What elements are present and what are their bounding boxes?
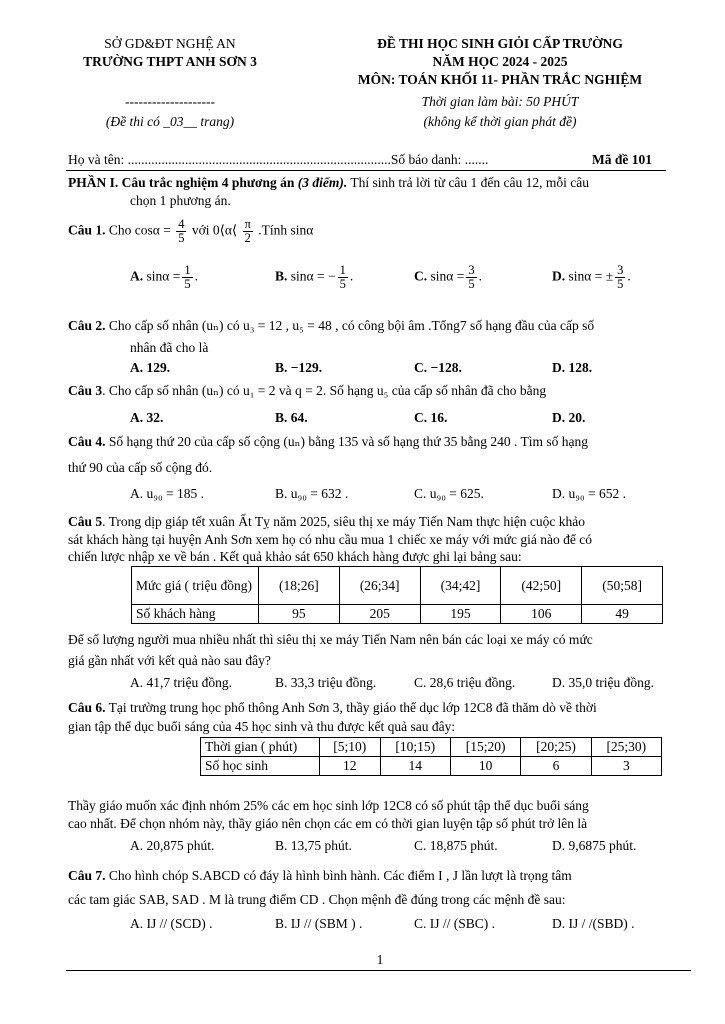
part1-title: PHẦN I. Câu trắc nghiệm 4 phương án — [68, 175, 298, 190]
q1-b-num: 1 — [339, 263, 346, 277]
q1-c-text: sinα = — [430, 268, 465, 284]
table-cell: 106 — [501, 605, 582, 624]
q6-option-d[interactable]: D. 9,6875 phút. — [552, 838, 637, 853]
q1-text-a: Cho cosα = — [108, 222, 171, 238]
q5-text-5: giá gần nhất với kết quả nào sau đây? — [68, 653, 271, 668]
q1-d-text: sinα = ± — [568, 268, 614, 284]
q7-text-2: các tam giác SAB, SAD . M là trung điểm CD . Chọn mệnh đề đúng trong các mệnh đề sau: — [68, 892, 566, 907]
question-4 — [68, 434, 588, 450]
q5-option-b[interactable]: B. 33,3 triệu đồng. — [275, 675, 377, 690]
q1-option-d[interactable]: D. sinα = ± $\frac{3}{5}$ . — [552, 263, 631, 291]
q1-c-den: 5 — [468, 277, 475, 291]
q1-b-text: sinα = − — [290, 268, 336, 284]
q7-option-b[interactable]: B. IJ // (SBM ) . — [275, 916, 363, 931]
table-cell: (18;26] — [259, 567, 340, 605]
q5-option-a[interactable]: A. 41,7 triệu đồng. — [130, 675, 232, 690]
exam-code: Mã đề 101 — [592, 152, 652, 167]
page-count: (Đề thi có _03__ trang) — [105, 114, 235, 129]
school-year: NĂM HỌC 2024 - 2025 — [432, 54, 568, 69]
q3-option-a[interactable]: A. 32. — [130, 410, 164, 425]
table-cell: 10 — [450, 757, 520, 776]
table-cell: [25;30) — [591, 738, 661, 757]
q6-text-3: Thầy giáo muốn xác định nhóm 25% các em học sinh lớp 12C8 có số phút tập thể dục buổi sáng — [68, 798, 589, 813]
question-3 — [68, 383, 546, 399]
q3-option-b[interactable]: B. 64. — [275, 410, 308, 425]
q6-option-a[interactable]: A. 20,875 phút. — [130, 838, 215, 853]
question-2 — [68, 318, 594, 334]
q7-option-d[interactable]: D. IJ / /(SBD) . — [552, 916, 635, 931]
q1-b-letter: B. — [275, 268, 291, 284]
table-cell: [20;25) — [521, 738, 591, 757]
q4-label: Câu 4. — [68, 434, 106, 449]
table-cell: (34;42] — [420, 567, 501, 605]
question-5 — [68, 514, 585, 530]
q1-d-letter: D. — [552, 268, 569, 284]
q1-a-letter: A. — [130, 268, 147, 284]
q1-option-b[interactable]: B. sinα = − $\frac{1}{5}$ . — [275, 263, 354, 291]
q2-option-b[interactable]: B. −129. — [275, 360, 323, 375]
footer-divider — [66, 970, 691, 971]
q1-b-frac — [338, 264, 348, 291]
q1-b-den: 5 — [339, 277, 346, 291]
part1-desc-2: chọn 1 phương án. — [130, 193, 231, 208]
q6-option-b[interactable]: B. 13,75 phút. — [275, 838, 352, 853]
q3-text: . Cho cấp số nhân (uₙ) có u₁ = 2 và q = 2. Số hạng u₅ của cấp số nhân đã cho bằng — [102, 383, 547, 398]
subject-title: MÔN: TOÁN KHỐI 11- PHẦN TRẮC NGHIỆM — [357, 72, 643, 87]
q2-label: Câu 2. — [68, 318, 106, 333]
q1-pi-fraction — [243, 218, 253, 245]
exam-time: Thời gian làm bài: 50 PHÚT — [421, 94, 579, 109]
q7-text-1: Cho hình chóp S.ABCD có đáy là hình bình hành. Các điểm I , J lần lượt là trọng tâm — [108, 868, 572, 883]
q1-frac-num: 4 — [178, 217, 185, 231]
q4-text-2: thứ 90 của cấp số cộng đó. — [68, 460, 213, 475]
price-survey-table — [131, 566, 663, 624]
name-dots: .............................................................................. — [127, 152, 391, 167]
q1-option-c[interactable]: C. sinα = $\frac{3}{5}$ . — [414, 263, 482, 291]
q6-label: Câu 6. — [68, 700, 106, 715]
table-cell: (26;34] — [339, 567, 420, 605]
q1-d-num: 3 — [617, 263, 624, 277]
exercise-time-table — [200, 737, 662, 776]
q5-text-1: . Trong dịp giáp tết xuân Ất Tỵ năm 2025, siêu thị xe máy Tiến Nam thực hiện cuộc khảo — [102, 514, 586, 529]
table-row — [201, 738, 662, 757]
q1-frac-den: 5 — [178, 231, 185, 245]
table-cell: 95 — [259, 605, 340, 624]
table-header-count: Số khách hàng — [132, 605, 259, 624]
q2-option-a[interactable]: A. 129. — [130, 360, 171, 375]
table-header-price: Mức giá ( triệu đồng) — [132, 567, 259, 605]
time-note: (không kể thời gian phát đề) — [423, 114, 577, 129]
q1-pi-den: 2 — [244, 231, 251, 245]
q4-option-a[interactable]: A. u₉₀ = 185 . — [130, 486, 205, 501]
q4-option-c[interactable]: C. u₉₀ = 625. — [414, 486, 484, 501]
q6-text-2: gian tập thể dục buổi sáng của 45 học sinh và thu được kết quả sau đây: — [68, 719, 456, 734]
q4-option-d[interactable]: D. u₉₀ = 652 . — [552, 486, 627, 501]
q1-d-frac — [615, 264, 625, 291]
table-cell: 14 — [380, 757, 450, 776]
q1-text-c: .Tính sinα — [258, 222, 314, 238]
q5-text-2: sát khách hàng tại huyện Anh Sơn xem họ có nhu cầu mua 1 chiếc xe máy với mức giá nào để có — [68, 532, 592, 547]
table-cell: [5;10) — [320, 738, 381, 757]
table-cell: 12 — [320, 757, 381, 776]
q5-option-d[interactable]: D. 35,0 triệu đồng. — [552, 675, 654, 690]
page-number: 1 — [376, 952, 384, 967]
q1-pi-num: π — [244, 217, 251, 231]
q6-option-c[interactable]: C. 18,875 phút. — [414, 838, 498, 853]
q7-option-c[interactable]: C. IJ // (SBC) . — [414, 916, 496, 931]
q2-text: Cho cấp số nhân (uₙ) có u₃ = 12 , u₅ = 48 , có công bội âm .Tổng7 số hạng đầu của cấp số — [108, 318, 595, 333]
q1-c-num: 3 — [468, 263, 475, 277]
table-row — [132, 567, 663, 605]
q1-d-den: 5 — [617, 277, 624, 291]
q1-a-frac — [182, 264, 192, 291]
exam-title: ĐỀ THI HỌC SINH GIỎI CẤP TRƯỜNG — [377, 36, 623, 51]
q6-text-1: Tại trường trung học phổ thông Anh Sơn 3, thầy giáo thể dục lớp 12C8 đã thăm dò về thời — [105, 700, 597, 715]
q1-c-frac — [466, 264, 476, 291]
table-cell: 205 — [339, 605, 420, 624]
part1-desc: Thí sinh trả lời từ câu 1 đến câu 12, mỗi câu — [347, 175, 590, 190]
candidate-divider — [66, 170, 666, 171]
q1-label: Câu 1. — [68, 222, 106, 238]
table-header-time: Thời gian ( phút) — [201, 738, 320, 757]
q2-option-c[interactable]: C. −128. — [414, 360, 462, 375]
q4-option-b[interactable]: B. u₉₀ = 632 . — [275, 486, 349, 501]
q3-label: Câu 3 — [68, 383, 103, 398]
sbd-label: Số báo danh: ....... — [390, 152, 489, 167]
table-row — [132, 605, 663, 624]
q4-text: Số hạng thứ 20 của cấp số cộng (uₙ) bằng 135 và số hạng thứ 35 bằng 240 . Tìm số hạng — [108, 434, 589, 449]
q2-option-d[interactable]: D. 128. — [552, 360, 593, 375]
q1-text-b: với 0⟨α⟨ — [191, 222, 238, 238]
q5-text-3: chiến lược nhập xe về bán . Kết quả khảo sát 650 khách hàng được ghi lại bảng sau: — [68, 549, 522, 564]
table-cell: 3 — [591, 757, 661, 776]
table-cell: 49 — [582, 605, 663, 624]
table-cell: (50;58] — [582, 567, 663, 605]
q3-option-d[interactable]: D. 20. — [552, 410, 586, 425]
candidate-line — [68, 152, 668, 168]
table-cell: [15;20) — [450, 738, 520, 757]
q2-text-2: nhân đã cho là — [130, 340, 209, 355]
table-row — [201, 757, 662, 776]
q6-text-4: cao nhất. Để chọn nhóm này, thầy giáo nên chọn các em có thời gian luyện tập số phút trở lên là — [68, 816, 588, 831]
name-label: Họ và tên: — [68, 152, 128, 167]
q5-text-4: Để số lượng người mua nhiều nhất thì siêu thị xe máy Tiến Nam nên bán các loại xe máy có mức — [68, 632, 593, 647]
question-1 — [68, 218, 313, 245]
table-cell: 6 — [521, 757, 591, 776]
q1-c-letter: C. — [414, 268, 431, 284]
part1-heading — [68, 175, 668, 191]
q7-label: Câu 7. — [68, 868, 106, 883]
question-6 — [68, 700, 597, 716]
q3-option-c[interactable]: C. 16. — [414, 410, 448, 425]
q1-option-a[interactable]: A. sinα = $\frac{1}{5}$ . — [130, 263, 198, 291]
q7-option-a[interactable]: A. IJ // (SCD) . — [130, 916, 213, 931]
table-cell: 195 — [420, 605, 501, 624]
school-name: TRƯỜNG THPT ANH SƠN 3 — [83, 54, 257, 69]
q1-a-text: sinα = — [146, 268, 181, 284]
q1-a-den: 5 — [184, 277, 191, 291]
table-cell: [10;15) — [380, 738, 450, 757]
department-name: SỞ GD&ĐT NGHỆ AN — [104, 36, 236, 51]
q1-fraction — [176, 218, 186, 245]
table-header-students: Số học sinh — [201, 757, 320, 776]
q1-a-num: 1 — [184, 263, 191, 277]
table-cell: (42;50] — [501, 567, 582, 605]
part1-points: (3 điểm). — [297, 175, 348, 190]
question-7 — [68, 868, 572, 884]
q5-label: Câu 5 — [68, 514, 103, 529]
header-dashes: -------------------- — [125, 94, 215, 109]
q5-option-c[interactable]: C. 28,6 triệu đồng. — [414, 675, 516, 690]
